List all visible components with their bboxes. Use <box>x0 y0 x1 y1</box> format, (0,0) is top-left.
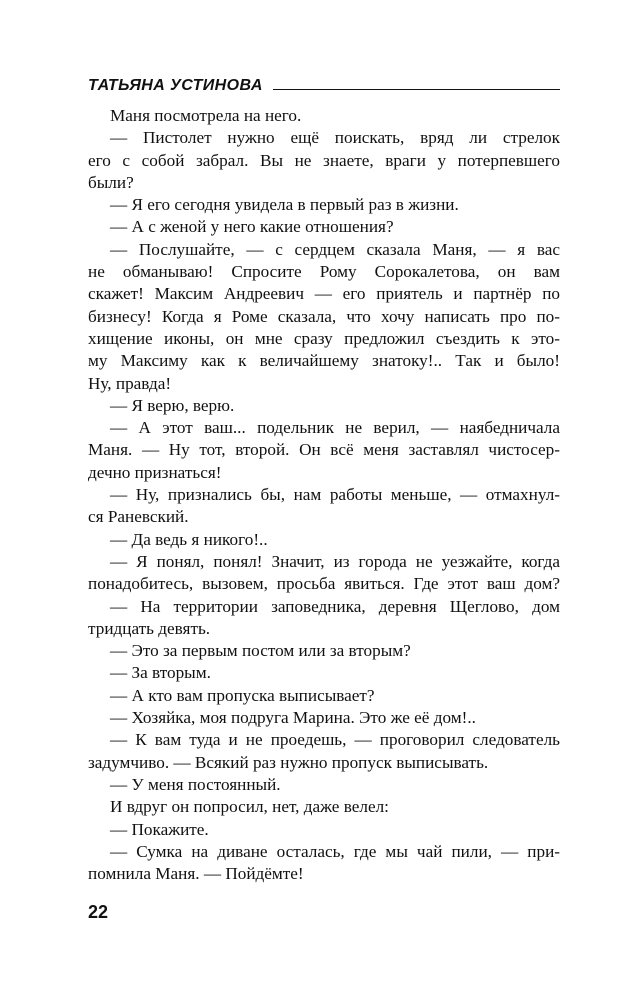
page-number: 22 <box>88 902 109 922</box>
text-line: хищение иконы, он мне сразу предложил съездить к это- <box>88 328 560 348</box>
text-line: ся Раневский. <box>88 507 189 527</box>
text-line: тридцать девять. <box>88 618 211 638</box>
text-line: не обманываю! Спросите Рому Сорокалетова, он вам <box>88 262 560 282</box>
text-line: — Я верю, верю. <box>110 395 235 415</box>
author-name: ТАТЬЯНА УСТИНОВА <box>88 77 263 94</box>
text-line: — Ну, признались бы, нам работы меньше, — отмахнул- <box>110 485 560 505</box>
text-line: — У меня постоянный. <box>110 774 281 794</box>
text-line: — А кто вам пропуска выписывает? <box>110 685 375 705</box>
text-line: дечно признаться! <box>88 462 222 482</box>
text-line: — Да ведь я никого!.. <box>110 529 268 549</box>
text-line: были? <box>88 172 134 192</box>
text-line: Маня. — Ну тот, второй. Он всё меня заставлял чистосер- <box>88 440 560 460</box>
text-line: И вдруг он попросил, нет, даже велел: <box>110 797 389 817</box>
header-rule <box>273 89 560 90</box>
text-line: — А с женой у него какие отношения? <box>110 217 394 237</box>
text-line: задумчиво. — Всякий раз нужно пропуск выписывать. <box>88 752 489 772</box>
text-line: — Послушайте, — с сердцем сказала Маня, — я вас <box>110 239 560 259</box>
text-line: — Сумка на диване осталась, где мы чай пили, — при- <box>110 841 560 861</box>
text-line: — Я понял, понял! Значит, из города не уезжайте, когда <box>110 551 560 571</box>
text-line: — Хозяйка, моя подруга Марина. Это же её дом!.. <box>110 708 476 728</box>
text-line: помнила Маня. — Пойдёмте! <box>88 864 304 884</box>
text-line: — За вторым. <box>110 663 211 683</box>
text-line: бизнесу! Когда я Роме сказала, что хочу написать про по- <box>88 306 560 326</box>
text-line: — А этот ваш... подельник не верил, — наябедничала <box>110 418 560 438</box>
text-line: скажет! Максим Андреевич — его приятель и партнёр по <box>88 284 560 304</box>
text-line: Маня посмотрела на него. <box>110 106 302 125</box>
text-line: Ну, правда! <box>88 373 172 393</box>
text-line: — Это за первым постом или за вторым? <box>110 641 411 661</box>
text-line: понадобитесь, вызовем, просьба явиться. Где этот ваш дом? <box>88 574 560 594</box>
text-line: — На территории заповедника, деревня Щеглово, дом <box>110 596 560 616</box>
text-line: му Максиму как к величайшему знатоку!.. Так и было! <box>88 351 560 371</box>
text-line: — Пистолет нужно ещё поискать, вряд ли стрелок <box>110 128 560 148</box>
body-text <box>88 105 560 885</box>
text-line: — Покажите. <box>110 819 209 839</box>
running-header <box>88 72 560 94</box>
text-line: — Я его сегодня увидела в первый раз в жизни. <box>110 195 459 215</box>
text-line: его с собой забрал. Вы не знаете, враги у потерпевшего <box>88 150 560 170</box>
text-line: — К вам туда и не проедешь, — проговорил следователь <box>110 730 560 750</box>
